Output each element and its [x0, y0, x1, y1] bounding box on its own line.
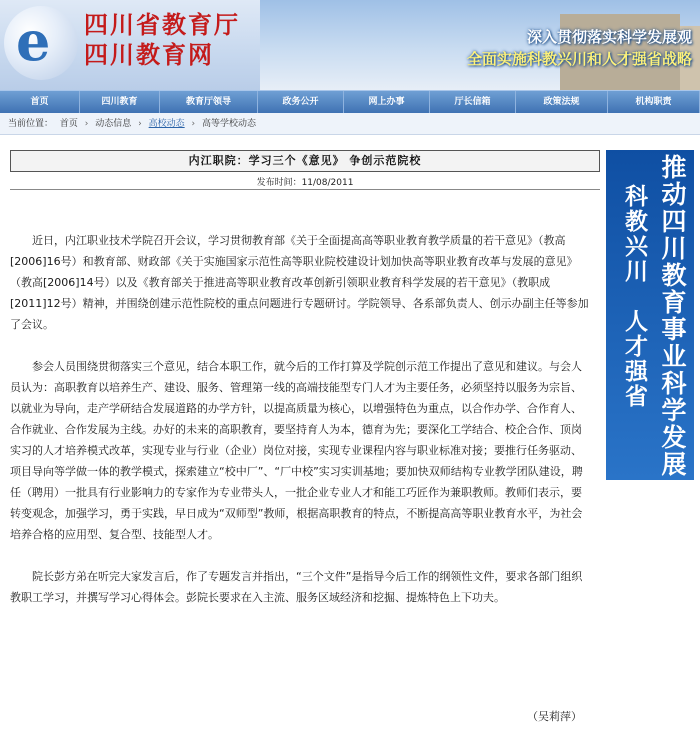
- breadcrumb-item-news[interactable]: 动态信息: [95, 119, 132, 129]
- site-title: [84, 10, 284, 70]
- breadcrumb-separator-icon: ›: [84, 119, 89, 129]
- nav-item-responsibilities[interactable]: 机构职责: [608, 91, 700, 113]
- article-paragraph: 院长彭方弟在听完大家发言后，作了专题发言并指出，“三个文件”是指导今后工作的纲领性文件，要求各部门组织教职工学习，并撰写学习心得体会。彭院长要求在入主流、服务区域经济和挖掘、提炼特色上下功夫。: [10, 570, 583, 604]
- breadcrumb-label: 当前位置：: [8, 119, 54, 129]
- article-paragraph: 参会人员围绕贯彻落实三个意见，结合本职工作，就今后的工作打算及学院创示范工作提出了意见和建议。与会人员认为：高职教育以培养生产、建设、服务、管理第一线的高端技能型专门人才为主要任务，必须坚持以服务为宗旨、以就业为导向，走产学研结合发展道路的办学方针，以提高质量为核心，以增强特色为重点，以合作办学、合作育人、合作就业、合作发展为主线。办好的未来的高职教育，要坚持育人为本，德育为先；要深化工学结合、校企合作、顶岗实习的人才培养模式改革，实现专业与行业（企业）岗位对接，实现专业课程内容与职业标准对接；要推行任务驱动、项目导向等学做一体的教学模式，探索建立“校中厂”、“厂中校”实习实训基地；要加快双师结构专业教学团队建设，聘任（聘用）一批具有行业影响力的专家作为专业带头人，一批企业专业人才和能工巧匠作为兼职教师。教师们表示，要转变观念，加强学习，勇于实践，早日成为“双师型”教师，根据高职教育的特点，不断提高高等职业教育水平，为社会培养合格的应用型、复合型、技能型人才。: [10, 360, 583, 541]
- nav-item-leaders[interactable]: 教育厅领导: [160, 91, 258, 113]
- side-promo-banner[interactable]: [606, 150, 694, 480]
- breadcrumb-separator-icon: ›: [138, 119, 142, 129]
- main-nav: [0, 90, 700, 113]
- nav-item-director-mailbox[interactable]: 厅长信箱: [430, 91, 516, 113]
- breadcrumb-item-higher-education[interactable]: 高等学校动态: [202, 119, 257, 129]
- nav-item-online-services[interactable]: 网上办事: [344, 91, 430, 113]
- site-logo-icon[interactable]: [4, 6, 78, 80]
- article-author: （吴莉萍）: [527, 710, 582, 723]
- breadcrumb-item-university-news[interactable]: 高校动态: [148, 119, 185, 129]
- article-paragraph: 近日，内江职业技术学院召开会议，学习贯彻教育部《关于全面提高高等职业教育教学质量的若干意见》（教高[2006]16号）和教育部、财政部《关于实施国家示范性高等职业院校建设计划加快高等职业教育改革与发展的意见》（教高[2006]14号）以及《教育部关于推进高等职业教育改革创新引领职业教育科学发展的若干意见》（教职成[2011]12号）精神，并围绕创建示范性院校的重点问题进行专题研讨。学院领导、各系部负责人、创示办副主任等参加了会议。: [10, 234, 589, 331]
- nav-item-home[interactable]: 首页: [0, 91, 80, 113]
- site-title-line1: 四川省教育厅: [84, 11, 240, 39]
- publish-time: 发布时间：11/08/2011: [256, 178, 354, 188]
- article-body: [10, 230, 590, 629]
- header-slogan: [392, 26, 692, 70]
- article-title-box: [10, 150, 600, 172]
- side-banner-text-primary: 推动四川教育事业科学发展: [658, 154, 687, 478]
- header-banner: [0, 0, 700, 90]
- logo-e-icon: e: [16, 9, 51, 73]
- breadcrumb-item-home[interactable]: 首页: [59, 119, 78, 129]
- nav-item-government-affairs[interactable]: 政务公开: [258, 91, 344, 113]
- nav-item-sichuan-education[interactable]: 四川教育: [80, 91, 160, 113]
- article-title: 内江职院：学习三个《意见》 争创示范院校: [188, 154, 422, 167]
- nav-item-policies[interactable]: 政策法规: [516, 91, 608, 113]
- slogan-line1: 深入贯彻落实科学发展观: [526, 28, 692, 46]
- side-banner-text-secondary: 科教兴川 人才强省: [621, 184, 648, 409]
- divider: [10, 189, 600, 190]
- breadcrumb-separator-icon: ›: [191, 119, 196, 129]
- slogan-line2: 全面实施科教兴川和人才强省战略: [466, 50, 692, 68]
- breadcrumb: [0, 113, 700, 135]
- site-title-line2: 四川教育网: [84, 41, 214, 69]
